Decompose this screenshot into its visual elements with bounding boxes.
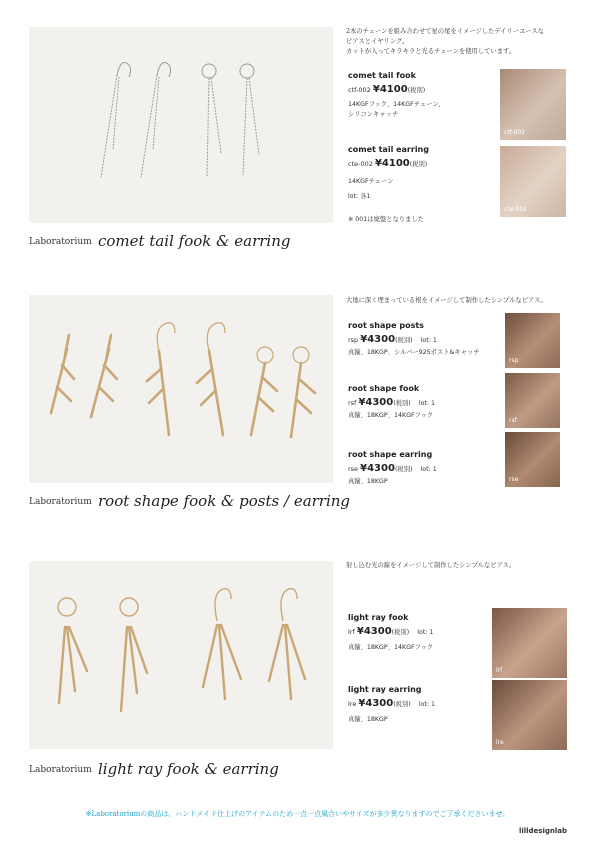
thumb-label: ctf-002 [504,129,526,136]
product-desc [348,643,433,653]
product-price: ¥4300 [358,397,394,408]
desc-line: lot: 各1 [348,193,371,200]
tax-note: (税別) [393,701,411,708]
tax-note: (税別) [393,400,411,407]
root-shape-earrings-illustration [29,295,333,483]
model-thumbnail [505,373,560,428]
product-name: light ray earring [348,685,422,694]
product-desc [348,715,388,725]
product-name: light ray fook [348,613,409,622]
product-price: ¥4100 [372,84,408,95]
product-name: comet tail fook [348,71,416,80]
product-desc [348,411,433,421]
section-title: root shape fook & posts / earring [98,492,351,510]
tax-note: (税別) [409,161,428,168]
desc-line: シリコンキャッチ [348,110,399,118]
desc-line: 14KGFチェーン [348,178,394,185]
intro-line: 射し込む光の線をイメージして制作したシンプルなピアス。 [346,562,516,569]
model-thumbnail [505,313,560,368]
product-code: rse [348,465,359,473]
lot-label: lot: 1 [418,400,436,407]
product-price-line [348,334,437,345]
section-intro [346,296,547,306]
product-name: root shape fook [348,384,420,393]
product-desc [348,100,444,119]
tax-note: (税別) [407,87,426,94]
tax-note: (税別) [391,629,410,636]
desc-line: 真鍮、18KGP [348,478,388,485]
handmade-footnote: ※Laboratoriumの商品は、ハンドメイド仕上げのアイテムのため一点一点風合いやサイズが多少異なりますのでご了承くださいませ。 [85,810,510,818]
product-price-line [348,698,435,709]
brand-label: Laboratorium [29,765,92,775]
product-photo-light-ray [29,561,333,749]
thumb-label: rsp [509,357,519,364]
product-price-line [348,463,437,474]
product-price: ¥4300 [356,626,392,637]
product-price-line [348,397,435,408]
product-price: ¥4100 [374,158,410,169]
product-desc [348,174,394,204]
brand-signature: lilldesignlab [518,827,567,835]
comet-tail-earrings-illustration [29,27,333,223]
brand-label: Laboratorium [29,237,92,247]
product-code: rsf [348,399,357,407]
thumb-label: lrf [496,667,503,674]
product-code: ctf-002 [348,86,371,94]
section-title: comet tail fook & earring [98,232,291,250]
desc-line: 真鍮、18KGP、14KGFフック [348,644,434,651]
section-intro [346,27,544,57]
thumb-label: lre [496,739,504,746]
product-desc [348,477,388,487]
product-code: cte-002 [348,160,373,168]
desc-line: 真鍮、18KGP、14KGFフック [348,412,434,419]
lot-label: lot: 1 [420,466,437,473]
lot-label: lot: 1 [417,629,434,636]
discontinued-note: ※ 001は廃盤となりました [348,216,424,223]
product-price: ¥4300 [360,334,396,345]
desc-line: 14KGFフック、14KGFチェーン、 [348,101,445,108]
model-thumbnail [505,432,560,487]
product-price: ¥4300 [360,463,395,474]
product-price-line [348,158,427,169]
tax-note: (税別) [394,466,413,473]
product-photo-comet-tail [29,27,333,223]
thumb-label: rsf [509,417,517,424]
product-price-line [348,84,425,95]
section-title: light ray fook & earring [98,760,279,778]
intro-line: ピアスとイヤリング。 [346,38,409,45]
thumb-label: rse [509,476,519,483]
model-thumbnail [500,69,566,140]
thumb-label: cte-002 [504,206,527,213]
desc-line: 真鍮、18KGP [348,716,388,723]
product-price: ¥4300 [358,698,394,709]
intro-line: カットが入ってキラキラと光るチェーンを使用しています。 [346,48,516,55]
model-thumbnail [492,680,567,750]
product-price-line [348,626,433,637]
product-code: lrf [348,628,355,636]
desc-line: 真鍮、18KGP、シルバー925ポスト&キャッチ [348,349,480,356]
lot-label: lot: 1 [420,337,437,344]
product-name: root shape earring [348,450,433,459]
intro-line: 大地に深く埋まっている根をイメージして制作したシンプルなピアス。 [346,297,547,304]
product-code: rsp [348,336,359,344]
lot-label: lot: 1 [418,701,436,708]
brand-label: Laboratorium [29,497,92,507]
light-ray-earrings-illustration [29,561,333,749]
tax-note: (税別) [395,337,413,344]
intro-line: 2本のチェーンを組み合わせて星の尾をイメージしたデイリーユースな [346,28,544,35]
product-photo-root-shape [29,295,333,483]
model-thumbnail [500,146,566,217]
product-desc [348,348,480,358]
model-thumbnail [492,608,567,678]
product-name: root shape posts [348,321,424,330]
section-intro [346,561,515,571]
product-name: comet tail earring [348,145,429,154]
product-code: lre [348,700,357,708]
